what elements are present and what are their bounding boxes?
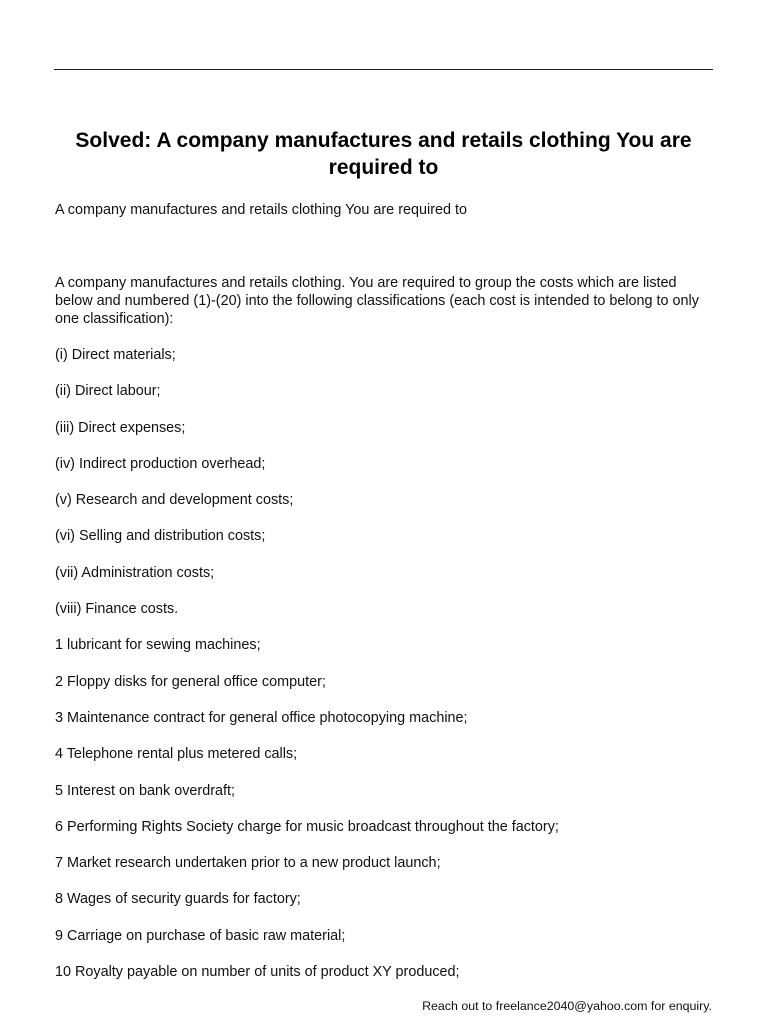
classification-item: (v) Research and development costs; [55,492,294,509]
cost-item: 7 Market research undertaken prior to a new product launch; [55,855,441,872]
cost-item: 1 lubricant for sewing machines; [55,637,261,654]
classification-item: (vi) Selling and distribution costs; [55,528,266,545]
cost-item: 8 Wages of security guards for factory; [55,891,301,908]
footer-contact: Reach out to freelance2040@yahoo.com for enquiry. [422,999,712,1013]
classification-item: (vii) Administration costs; [55,564,215,581]
cost-item: 4 Telephone rental plus metered calls; [55,746,298,763]
page-subtitle: A company manufactures and retails clothing You are required to [55,202,467,218]
classification-item: (ii) Direct labour; [55,383,161,400]
classification-item: (iv) Indirect production overhead; [55,455,266,472]
classification-item: (viii) Finance costs. [55,601,179,618]
page-title: Solved: A company manufactures and retails clothing You are required to [75,129,692,179]
intro-paragraph: A company manufactures and retails clothing. You are required to group the costs which are listed below and numbered (1)-(20) into the following classifications (each cost is intended to belong to only one classification): [55,275,699,327]
cost-item: 2 Floppy disks for general office computer; [55,673,326,690]
classification-item: (i) Direct materials; [55,347,176,363]
classification-item: (iii) Direct expenses; [55,419,186,436]
cost-item: 3 Maintenance contract for general office photocopying machine; [55,709,468,726]
header-rule [54,69,713,70]
cost-item: 10 Royalty payable on number of units of product XY produced; [55,964,460,981]
cost-item: 6 Performing Rights Society charge for music broadcast throughout the factory; [55,818,559,835]
cost-item: 9 Carriage on purchase of basic raw material; [55,927,346,944]
cost-item: 5 Interest on bank overdraft; [55,782,235,799]
content-list [55,346,559,999]
